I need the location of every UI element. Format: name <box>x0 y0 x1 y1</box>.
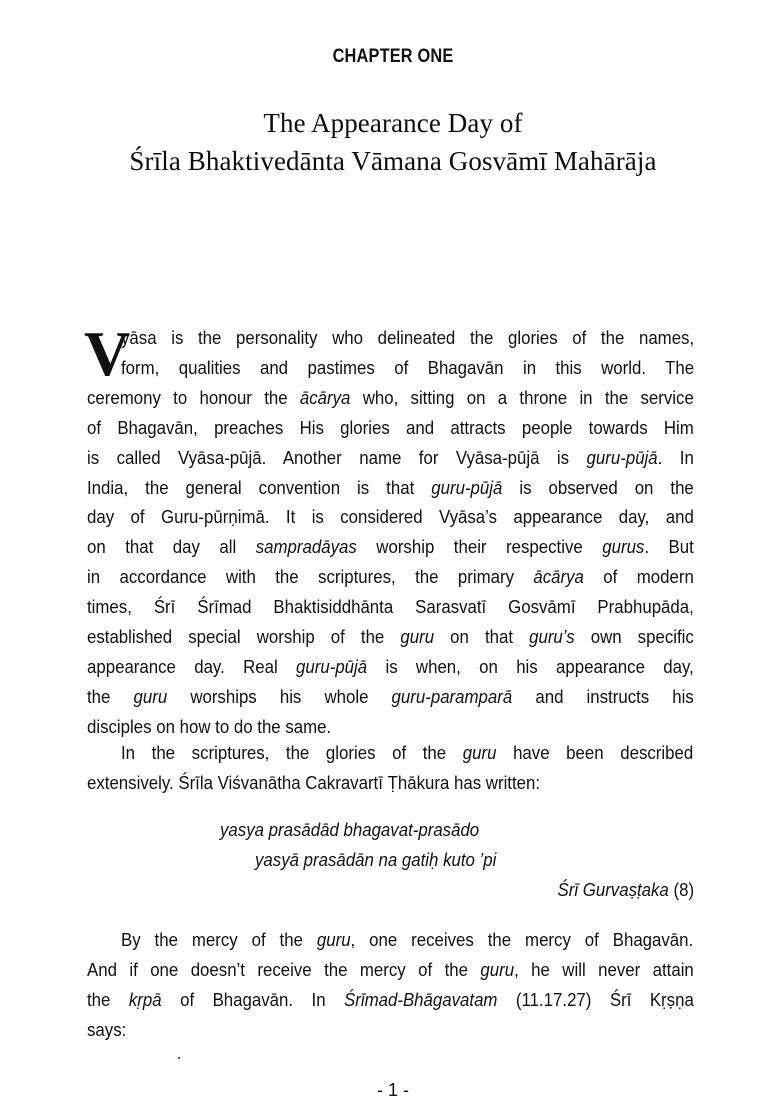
verse-line-2: yasyā prasādān na gatiḥ kuto ’pi <box>255 850 497 870</box>
paragraph-2-line: In the scriptures, the glories of the guru have been described <box>121 743 694 763</box>
paragraph-1-line: form, qualities and pastimes of Bhagavān in this world. The <box>121 357 695 378</box>
italic-term: guru-pūjā <box>296 656 368 677</box>
paragraph-3-line: says: <box>87 1019 127 1040</box>
italic-term: guru-pūjā <box>431 477 503 498</box>
paragraph-1-line: ceremony to honour the ācārya who, sitting on a throne in the service <box>87 387 694 408</box>
italic-term: guru <box>133 686 168 707</box>
stray-mark <box>178 1057 180 1059</box>
italic-term: guru <box>462 743 497 763</box>
italic-term: sampradāyas <box>255 537 357 558</box>
paragraph-1-line: times, Śrī Śrīmad Bhaktisiddhānta Sarasvatī Gosvāmī Prabhupāda, <box>87 597 694 618</box>
paragraph-3-line: And if one doesn’t receive the mercy of the guru, he will never attain <box>87 959 694 980</box>
verse-citation-title: Śrī Gurvaṣṭaka <box>557 880 669 900</box>
italic-term: guru <box>400 627 435 647</box>
chapter-title-line-2: Śrīla Bhaktivedānta Vāmana Gosvāmī Mahārāja <box>129 146 657 176</box>
paragraph-1-line: yāsa is the personality who delineated the glories of the names, <box>121 328 695 348</box>
italic-term: ācārya <box>533 567 584 588</box>
italic-term: guru-paramparā <box>391 686 513 707</box>
paragraph-1-line: the guru worships his whole guru-paramparā and instructs his <box>87 686 694 707</box>
italic-term: gurus <box>602 537 645 558</box>
verse-citation <box>557 878 694 902</box>
paragraph-1-line: India, the general convention is that guru-pūjā is observed on the <box>87 477 694 498</box>
verse-line-1: yasya prasādād bhagavat-prasādo <box>220 820 480 840</box>
paragraph-1-line: is called Vyāsa-pūjā. Another name for Vyāsa-pūjā is guru-pūjā. In <box>87 447 694 468</box>
paragraph-3-line: the kṛpā of Bhagavān. In Śrīmad-Bhāgavatam (11.17.27) Śrī Kṛṣṇa <box>87 989 694 1010</box>
paragraph-1-line: on that day all sampradāyas worship their respective gurus. But <box>87 537 694 558</box>
paragraph-1-line: disciples on how to do the same. <box>87 716 332 737</box>
chapter-title-line-1: The Appearance Day of <box>263 108 523 138</box>
page-number: - 1 - <box>376 1080 409 1100</box>
italic-term: Śrīmad-Bhāgavatam <box>344 989 498 1010</box>
verse-citation-number: (8) <box>668 880 694 900</box>
paragraph-1-line: in accordance with the scriptures, the primary ācārya of modern <box>87 567 694 588</box>
italic-term: kṛpā <box>128 989 162 1010</box>
paragraph-3-line: By the mercy of the guru, one receives the mercy of Bhagavān. <box>121 930 694 950</box>
italic-term: guru <box>480 959 515 980</box>
italic-term: guru <box>316 930 351 950</box>
italic-term: guru-pūjā <box>586 447 658 468</box>
italic-term: ācārya <box>299 387 351 408</box>
paragraph-1-line: appearance day. Real guru-pūjā is when, on his appearance day, <box>87 656 694 677</box>
paragraph-1-line: established special worship of the guru on that guru’s own specific <box>87 627 694 647</box>
paragraph-1-line: of Bhagavān, preaches His glories and attracts people towards Him <box>87 417 694 438</box>
chapter-label: CHAPTER ONE <box>332 46 454 67</box>
paragraph-1-line: day of Guru-pūrṇimā. It is considered Vyāsa’s appearance day, and <box>87 507 694 528</box>
drop-cap: V <box>84 318 131 389</box>
paragraph-2-line: extensively. Śrīla Viśvanātha Cakravartī Ṭhākura has written: <box>87 772 541 793</box>
italic-term: guru’s <box>529 627 575 647</box>
